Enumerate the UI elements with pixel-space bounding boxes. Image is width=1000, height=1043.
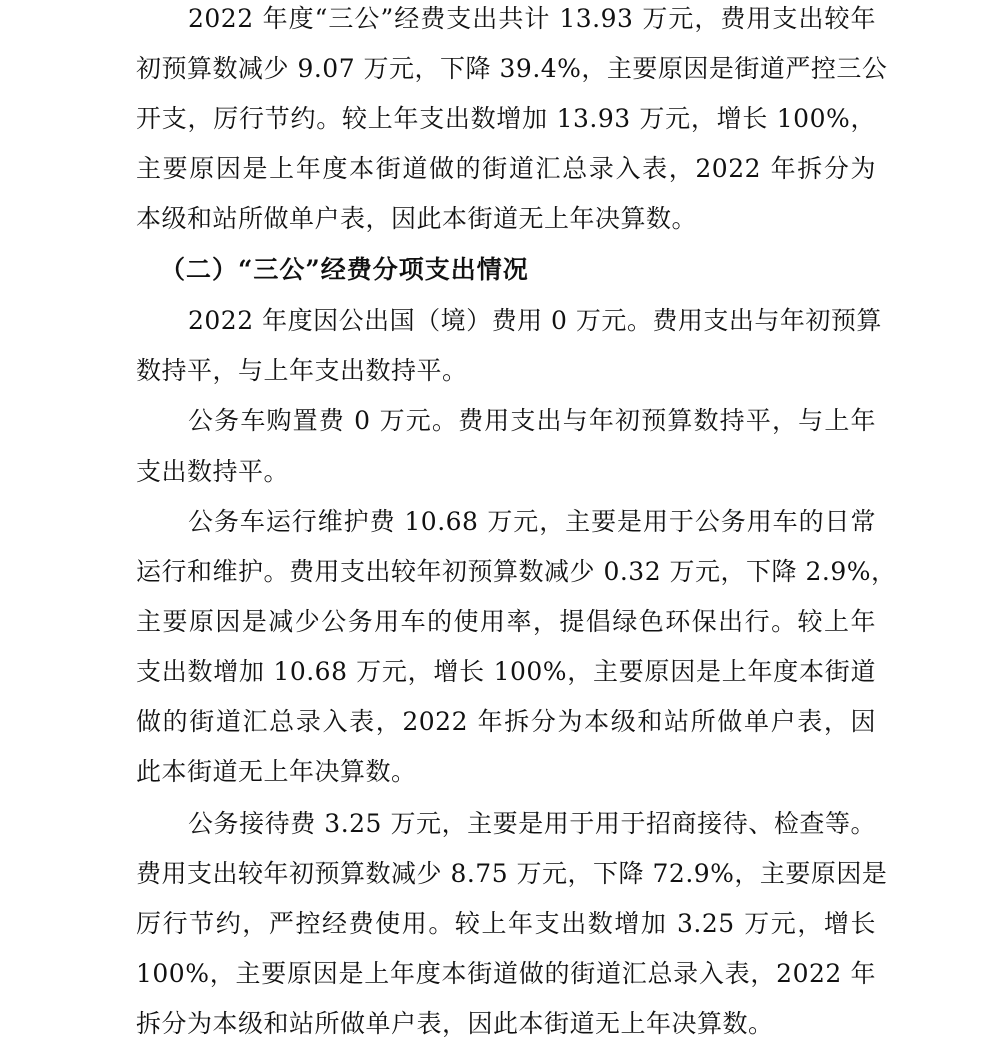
text-line: 做的街道汇总录入表，2022 年拆分为本级和站所做单户表，因 (136, 707, 876, 736)
text-line: 厉行节约，严控经费使用。较上年支出数增加 3.25 万元，增长 (136, 909, 876, 938)
text-line: 本级和站所做单户表，因此本街道无上年决算数。 (136, 204, 698, 233)
text-line: 支出数持平。 (136, 457, 290, 486)
section-heading: （二）“三公”经费分项支出情况 (160, 255, 529, 284)
text-line: 100%，主要原因是上年度本街道做的街道汇总录入表，2022 年 (136, 959, 876, 988)
text-line: 公务车运行维护费 10.68 万元，主要是用于公务用车的日常 (188, 507, 876, 536)
text-line: 此本街道无上年决算数。 (136, 757, 417, 786)
text-line: 公务车购置费 0 万元。费用支出与年初预算数持平，与上年 (188, 406, 876, 435)
text-line: 运行和维护。费用支出较年初预算数减少 0.32 万元，下降 2.9%， (136, 557, 897, 586)
text-line: 2022 年度因公出国（境）费用 0 万元。费用支出与年初预算 (188, 306, 882, 335)
text-line: 数持平，与上年支出数持平。 (136, 356, 468, 385)
text-line: 开支，厉行节约。较上年支出数增加 13.93 万元，增长 100%， (136, 104, 876, 133)
text-line: 费用支出较年初预算数减少 8.75 万元，下降 72.9%，主要原因是 (136, 859, 888, 888)
text-line: 2022 年度“三公”经费支出共计 13.93 万元，费用支出较年 (188, 4, 876, 33)
text-line: 初预算数减少 9.07 万元，下降 39.4%，主要原因是街道严控三公 (136, 54, 888, 83)
text-line: 主要原因是上年度本街道做的街道汇总录入表，2022 年拆分为 (136, 154, 876, 183)
text-line: 公务接待费 3.25 万元，主要是用于用于招商接待、检查等。 (188, 809, 876, 838)
text-line: 主要原因是减少公务用车的使用率，提倡绿色环保出行。较上年 (136, 607, 876, 636)
text-line: 拆分为本级和站所做单户表，因此本街道无上年决算数。 (136, 1009, 774, 1038)
text-line: 支出数增加 10.68 万元，增长 100%，主要原因是上年度本街道 (136, 657, 876, 686)
